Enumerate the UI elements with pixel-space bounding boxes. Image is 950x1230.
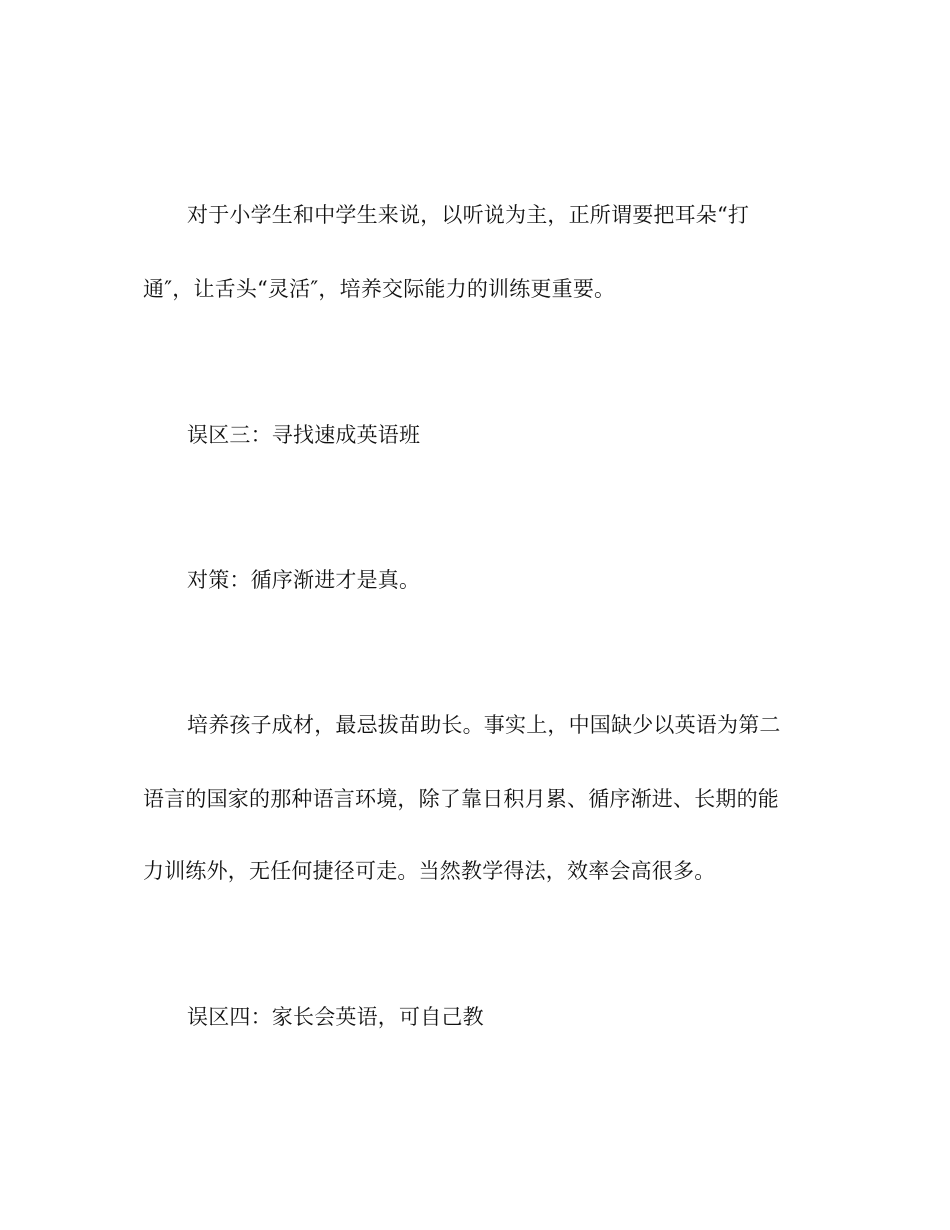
paragraph-1-line-1: 对于小学生和中学生来说，以听说为主，正所谓要把耳朵“打 xyxy=(187,203,750,227)
paragraph-4-line-3: 力训练外，无任何捷径可走。当然教学得法，效率会高很多。 xyxy=(143,859,716,883)
paragraph-4-line-1: 培养孩子成材，最忌拔苗助长。事实上，中国缺少以英语为第二 xyxy=(187,713,781,737)
heading-misconception-3: 误区三：寻找速成英语班 xyxy=(187,423,421,447)
heading-misconception-4: 误区四：家长会英语，可自己教 xyxy=(187,1005,484,1029)
paragraph-1-line-2: 通″，让舌头“灵活″，培养交际能力的训练更重要。 xyxy=(143,277,616,301)
paragraph-4-line-2: 语言的国家的那种语言环境，除了靠日积月累、循序渐进、长期的能 xyxy=(143,787,779,811)
countermeasure-line: 对策：循序渐进才是真。 xyxy=(187,568,421,592)
